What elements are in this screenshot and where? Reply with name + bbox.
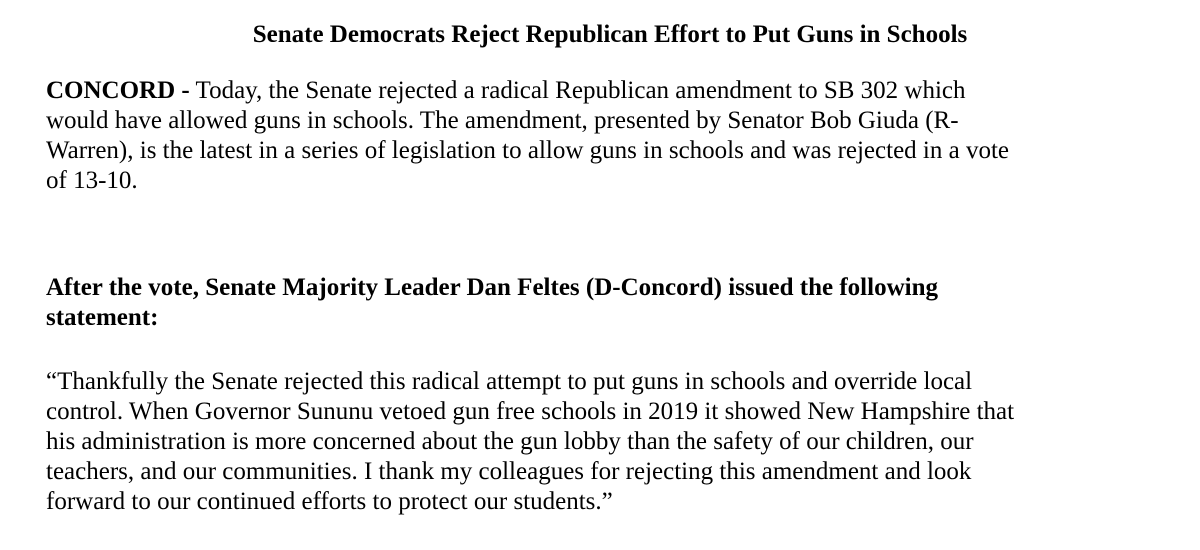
statement-intro-line-2: statement:: [46, 304, 159, 331]
intro-line-1: [46, 76, 1181, 106]
intro-line-2: would have allowed guns in schools. The amendment, presented by Senator Bob Giuda (R-: [46, 107, 959, 134]
statement-intro-line-1: After the vote, Senate Majority Leader Dan Feltes (D-Concord) issued the following: [46, 274, 938, 301]
intro-line-3: Warren), is the latest in a series of legislation to allow guns in schools and was rejected in a vote: [46, 137, 1010, 164]
quote-line-3: his administration is more concerned about the gun lobby than the safety of our children, our: [46, 428, 974, 455]
intro-line-1-text: Today, the Senate rejected a radical Republican amendment to SB 302 which: [189, 77, 966, 104]
intro-paragraph: [46, 76, 1181, 196]
quote-line-4: teachers, and our communities. I thank my colleagues for rejecting this amendment and look: [46, 458, 972, 485]
intro-line-4: of 13-10.: [46, 167, 138, 194]
dateline: CONCORD -: [46, 77, 190, 104]
quote-line-5: forward to our continued efforts to protect our students.”: [46, 488, 613, 515]
quote-line-1: “Thankfully the Senate rejected this radical attempt to put guns in schools and override local: [46, 368, 973, 395]
statement-intro-paragraph: [46, 273, 1181, 333]
quote-paragraph: [46, 367, 1181, 517]
quote-line-2: control. When Governor Sununu vetoed gun free schools in 2019 it showed New Hampshire that: [46, 398, 1015, 425]
press-release-title: Senate Democrats Reject Republican Effort to Put Guns in Schools: [252, 21, 968, 48]
